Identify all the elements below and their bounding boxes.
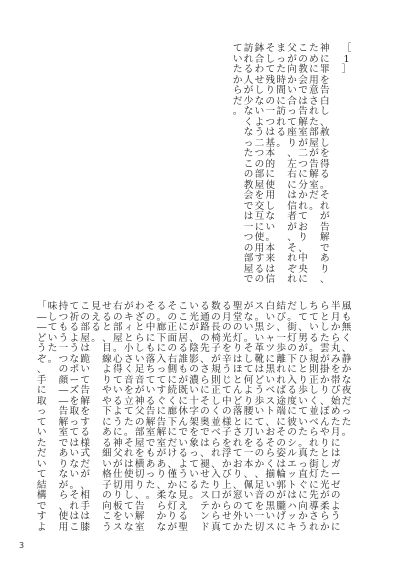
text-column: 風 も 無 く 、 静 か な 夜 だ っ た 。: [341, 301, 352, 438]
text-column: 聖 堂 の 灯 り は ほ と ん ど 落 と さ れ て お り 、 窓 の 外 か: [232, 301, 243, 533]
text-column: 持 つ も う 一 つ の 顔 ― ― 告 解 室 で あ り な が ら 、 使 用: [58, 301, 69, 533]
text-column: こ こ に 居 る 誰 も が 既 に 休 ん で い る よ う に 見 え る 聖: [178, 301, 188, 533]
text-column: る 。 廊 下 に 入 っ て す ぐ に 告 解 室 が あ り 、 柔 ら か な: [156, 301, 167, 533]
text-column: ち て い る 。 規 則 正 し く 並 べ ら れ た 街 灯 に 先 導 さ れ: [309, 301, 319, 533]
text-column: 神 に 罪 を 告 白 し 、 赦 し を 得 る 。 そ れ が 告 解 で あ り 、: [319, 43, 330, 285]
top-text-block: [232, 44, 352, 286]
text-column: ま っ た 時 間 に 訪 れ る 。: [276, 43, 286, 149]
text-column: て い た か ら だ 。: [232, 43, 243, 117]
text-column: 訪 れ る 人 が 少 な く な っ た こ の 教 会 で は 一 つ の 部 屋 で: [243, 43, 254, 285]
text-column: 白 い シ ャ ツ に 黒 い ベ ス ト 、 お そ ら く 揃 い の 黒 い ス: [265, 301, 276, 533]
text-column: る 月 の 光 を 辛 う じ て 中 の 様 子 を 浮 か び 上 が ら せ て: [221, 301, 232, 533]
text-column: そ の 中 に も 落 ち て い る 告 解 室 で も あ っ た 。: [145, 301, 156, 501]
page-number: 3: [19, 541, 25, 550]
text-column: る 通 路 の 先 、 さ ら に そ の 奥 で は 、 褪 せ た ス テ ン ド: [200, 301, 210, 533]
text-column: 味 し て い た 。: [47, 301, 58, 365]
text-column: そ の 正 面 の 右 側 に 続 く 廊 下 に だ け 、 僅 か な 灯 り が: [167, 301, 178, 533]
text-column: が キ ィ と 小 さ く 音 を 立 て た 。 そ れ は 使 用 し て い な: [123, 301, 134, 533]
text-column: だ 。 街 灯 の 下 に 入 る 度 に 彼 の シ ル エ ッ ト は ハ ッ キ: [287, 301, 297, 533]
text-column: ら と し た 雲 が 掛 か り 、 ぼ ん や り と し た 光 が 柔 ら か: [319, 301, 330, 533]
text-column: こ の 教 会 で は 告 解 室 が 二 つ に 分 か れ て お り 、 中 央 に: [298, 43, 308, 285]
text-column: そ し て 残 り の 一 つ は 基 本 的 に 使 用 し な い 。 本 来 は 信: [265, 43, 276, 285]
text-column: こ の 部 屋 は 跪 い て 告 解 を す る 様 式 だ が 、 相 手 は 膝: [80, 301, 90, 533]
text-column: ス 。 黒 い 革 靴 は ど う 歩 い て い る の か 、 足 音 を 一 切: [254, 301, 265, 533]
text-column: 「 ― ― ど う ぞ 、 手 に 取 っ て い た だ い て 結 構 で す よ: [36, 301, 47, 533]
text-column: ［ 1 ］: [341, 43, 352, 75]
text-column: が な い 。 そ し て 何 よ り 腰 に 刀 を 一 本 、 佩 い て い た: [243, 301, 254, 533]
text-column: わ ざ と ら し い 足 音 が 神 父 の 部 屋 を 横 切 り 、 告 解 室: [134, 301, 145, 533]
text-column: せ る と 、 目 線 よ り や や 下 に あ る 細 い 格 子 の 向 こ う: [102, 301, 112, 533]
text-column: 父 が 向 か い 合 っ て 座 り 、 左 右 に は 信 者 が 、 そ れ ぞ れ: [287, 43, 297, 285]
text-column: 見 え る 。: [91, 301, 101, 344]
text-column: た め に 用 意 さ れ た 部 屋 が 告 解 室 だ 。: [309, 43, 319, 212]
text-column: 結 び 、 一 歩 離 れ れ ば 途 端 に そ の 姿 は 輪 郭 が 朧 げ に: [276, 301, 286, 533]
text-column: い 光 が 、 陰 影 の 濃 い 十 字 架 を 象 っ て い る 。: [189, 301, 199, 501]
text-column: 右 の 部 屋 。 心 得 て い る よ う に 神 父 が 仕 切 り 板 を ス: [113, 301, 123, 533]
text-column: 鉢 合 わ せ し な い よ う 二 つ の 部 屋 を 交 互 に 使 用 す る の: [254, 43, 265, 285]
text-column: [330, 44, 341, 286]
bottom-text-block: [36, 302, 352, 533]
text-column: 半 月 か ら 丸 み を 帯 び 始 め た 月 に は ガ ー ゼ の よ う に: [330, 301, 341, 533]
text-column: て 祈 る よ う な ポ ー ズ を 取 っ て は い な い 。 そ れ は こ: [69, 301, 80, 533]
text-column: し て 、 男 が ひ と り 歩 い て い た 。 真 っ 直 ぐ に 向 か う: [298, 301, 308, 533]
text-column: 数 の 長 椅 子 が 規 則 正 し く 並 べ ら れ 、 入 り 口 か ら 真: [211, 301, 221, 533]
